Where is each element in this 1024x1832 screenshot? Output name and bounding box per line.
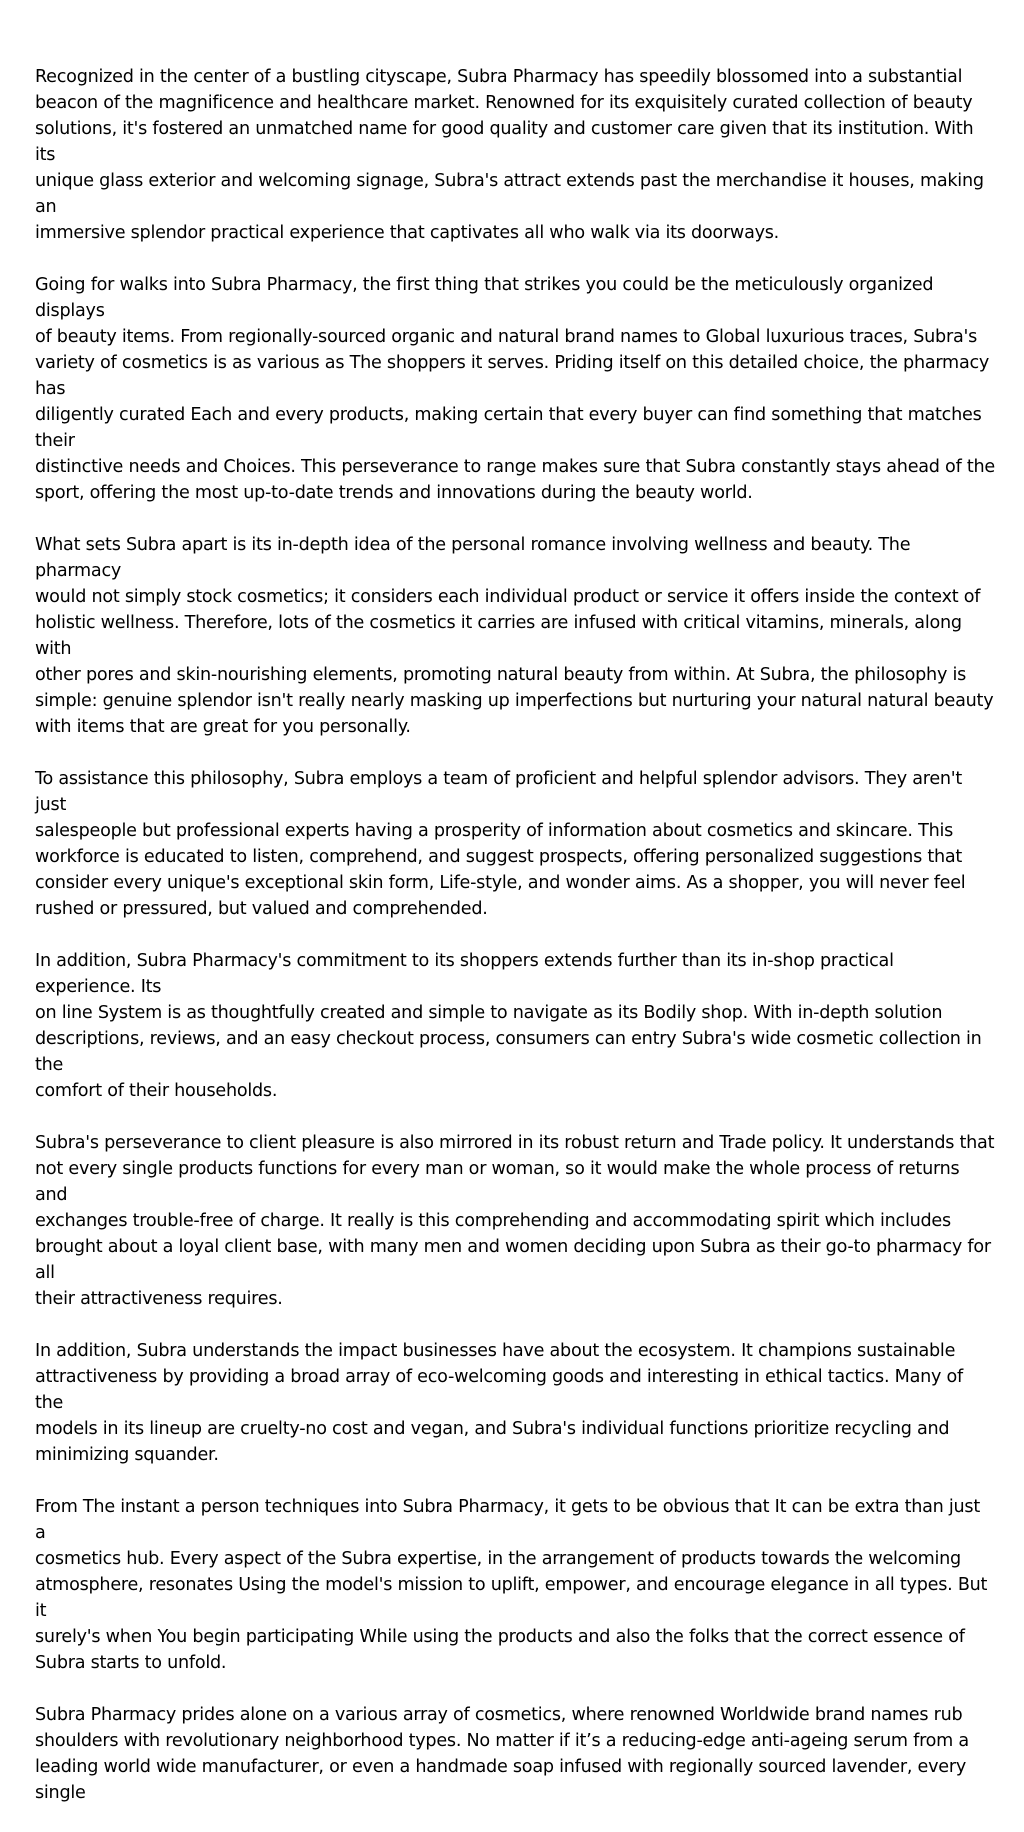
- paragraph-9: Subra Pharmacy prides alone on a various array of cosmetics, where renowned Worldwide brand names rub shoulders with revolutionary neighborhood types. No matter if it’s a reducing-edge anti-ageing serum from a leading world wide manufacturer, or even a handmade soap infused with regionally sourced lavender, every single: [35, 1705, 969, 1803]
- paragraph-6: Subra's perseverance to client pleasure is also mirrored in its robust return and Trade policy. It understands that not every single products functions for every man or woman, so it would make the whole process of returns and exchanges trouble-free of charge. It really is this comprehending and accommodating spirit which includes brought about a loyal client base, with many men and women deciding upon Subra as their go-to pharmacy for all their attractiveness requires.: [35, 1133, 995, 1309]
- paragraph-5: In addition, Subra Pharmacy's commitment to its shoppers extends further than its in-shop practical experience. Its on line System is as thoughtfully created and simple to navigate as its Bodily shop. With in-depth solution descriptions, reviews, and an easy checkout process, consumers can entry Subra's wide cosmetic collection in the comfort of their households.: [35, 951, 982, 1101]
- paragraph-8: From The instant a person techniques into Subra Pharmacy, it gets to be obvious that It can be extra than just a cosmetics hub. Every aspect of the Subra expertise, in the arrangement of products towards the welcoming atmosphere, resonates Using the model's mission to uplift, empower, and encourage elegance in all types. But it surely's when You begin participating While using the products and also the folks that the correct essence of Subra starts to unfold.: [35, 1497, 988, 1673]
- paragraph-3: What sets Subra apart is its in-depth idea of the personal romance involving wellness and beauty. The pharmacy would not simply stock cosmetics; it considers each individual product or service it offers inside the context of holistic wellness. Therefore, lots of the cosmetics it carries are infused with critical vitamins, minerals, along with other pores and skin-nourishing elements, promoting natural beauty from within. At Subra, the philosophy is simple: genuine splendor isn't really nearly masking up imperfections but nurturing your natural natural beauty with items that are great for you personally.: [35, 535, 994, 737]
- document-page: [35, 64, 995, 1832]
- paragraph-2: Going for walks into Subra Pharmacy, the first thing that strikes you could be the meticulously organized displays of beauty items. From regionally-sourced organic and natural brand names to Global luxurious traces, Subra's variety of cosmetics is as various as The shoppers it serves. Priding itself on this detailed choice, the pharmacy has diligently curated Each and every products, making certain that every buyer can find something that matches their distinctive needs and Choices. This perseverance to range makes sure that Subra constantly stays ahead of the sport, offering the most up-to-date trends and innovations during the beauty world.: [35, 275, 995, 503]
- paragraph-4: To assistance this philosophy, Subra employs a team of proficient and helpful splendor advisors. They aren't just salespeople but professional experts having a prosperity of information about cosmetics and skincare. This workforce is educated to listen, comprehend, and suggest prospects, offering personalized suggestions that consider every unique's exceptional skin form, Life-style, and wonder aims. As a shopper, you will never feel rushed or pressured, but valued and comprehended.: [35, 769, 966, 919]
- paragraph-7: In addition, Subra understands the impact businesses have about the ecosystem. It champions sustainable attractiveness by providing a broad array of eco-welcoming goods and interesting in ethical tactics. Many of the models in its lineup are cruelty-no cost and vegan, and Subra's individual functions prioritize recycling and minimizing squander.: [35, 1341, 963, 1465]
- paragraph-1: Recognized in the center of a bustling cityscape, Subra Pharmacy has speedily blossomed into a substantial beacon of the magnificence and healthcare market. Renowned for its exquisitely curated collection of beauty solutions, it's fostered an unmatched name for good quality and customer care given that its institution. With its unique glass exterior and welcoming signage, Subra's attract extends past the merchandise it houses, making an immersive splendor practical experience that captivates all who walk via its doorways.: [35, 67, 984, 243]
